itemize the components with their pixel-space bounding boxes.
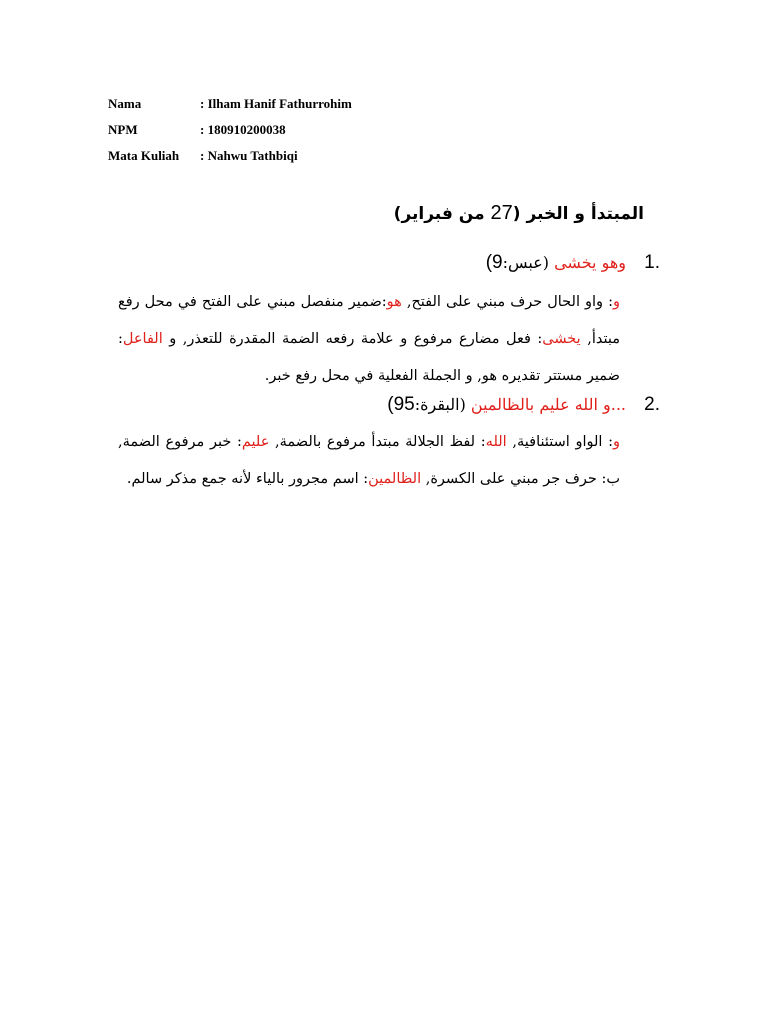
term: و	[612, 294, 620, 310]
explanation: : خبر مرفوع الضمة, ب: حرف جر مبني على الكسرة,	[118, 434, 620, 487]
item-number: 1.	[644, 252, 660, 273]
term: الظالمين	[368, 471, 422, 487]
explanation: : فعل مضارع مرفوع و علامة رفعه الضمة المقدرة للتعذر, و	[162, 331, 543, 347]
term: عليم	[241, 434, 270, 450]
info-label: Mata Kuliah	[108, 148, 180, 163]
explanation: : ضمير مستتر تقديره هو, و الجملة الفعلية في محل رفع خبر.	[118, 331, 620, 384]
info-value: : Ilham Hanif Fathurrohim	[200, 96, 352, 111]
section-heading	[84, 202, 644, 225]
item-number: 2.	[644, 394, 660, 415]
explanation: : لفظ الجلالة مبتدأ مرفوع بالضمة,	[269, 434, 486, 450]
verse-text: وهو يخشى	[554, 253, 626, 272]
heading-text-after: من فبراير)	[393, 204, 491, 224]
item-verse-line	[387, 394, 626, 416]
verse-reference-number: 9)	[485, 252, 503, 273]
info-label: NPM	[108, 122, 138, 137]
analysis-paragraph-1	[118, 284, 620, 395]
verse-text: و الله عليم بالظالمين	[470, 395, 611, 414]
heading-number: 27	[490, 202, 513, 224]
term: يخشى	[542, 331, 581, 347]
term: هو	[386, 294, 402, 310]
verse-reference-number: 95)	[387, 394, 415, 415]
info-value: : Nahwu Tathbiqi	[200, 148, 298, 163]
analysis-paragraph-2	[118, 424, 620, 498]
term: الله	[485, 434, 507, 450]
verse-ellipsis: ...	[610, 395, 626, 414]
heading-text: المبتدأ و الخبر (	[512, 204, 644, 224]
term: الفاعل	[122, 331, 163, 347]
item-1-heading	[100, 252, 660, 274]
item-verse-line	[486, 252, 626, 274]
item-2-heading	[100, 394, 660, 416]
explanation: : اسم مجرور بالياء لأنه جمع مذكر سالم.	[126, 471, 369, 487]
term: و	[613, 434, 621, 450]
explanation: : الواو استئنافية,	[506, 434, 613, 450]
explanation: :ضمير منفصل مبني على الفتح في محل رفع مبتدأ,	[118, 294, 620, 347]
info-label: Nama	[108, 96, 142, 111]
info-value: : 180910200038	[200, 122, 286, 137]
explanation: : واو الحال حرف مبني على الفتح,	[401, 294, 613, 310]
verse-reference: (البقرة:	[414, 395, 471, 414]
verse-reference: (عبس:	[502, 253, 555, 272]
